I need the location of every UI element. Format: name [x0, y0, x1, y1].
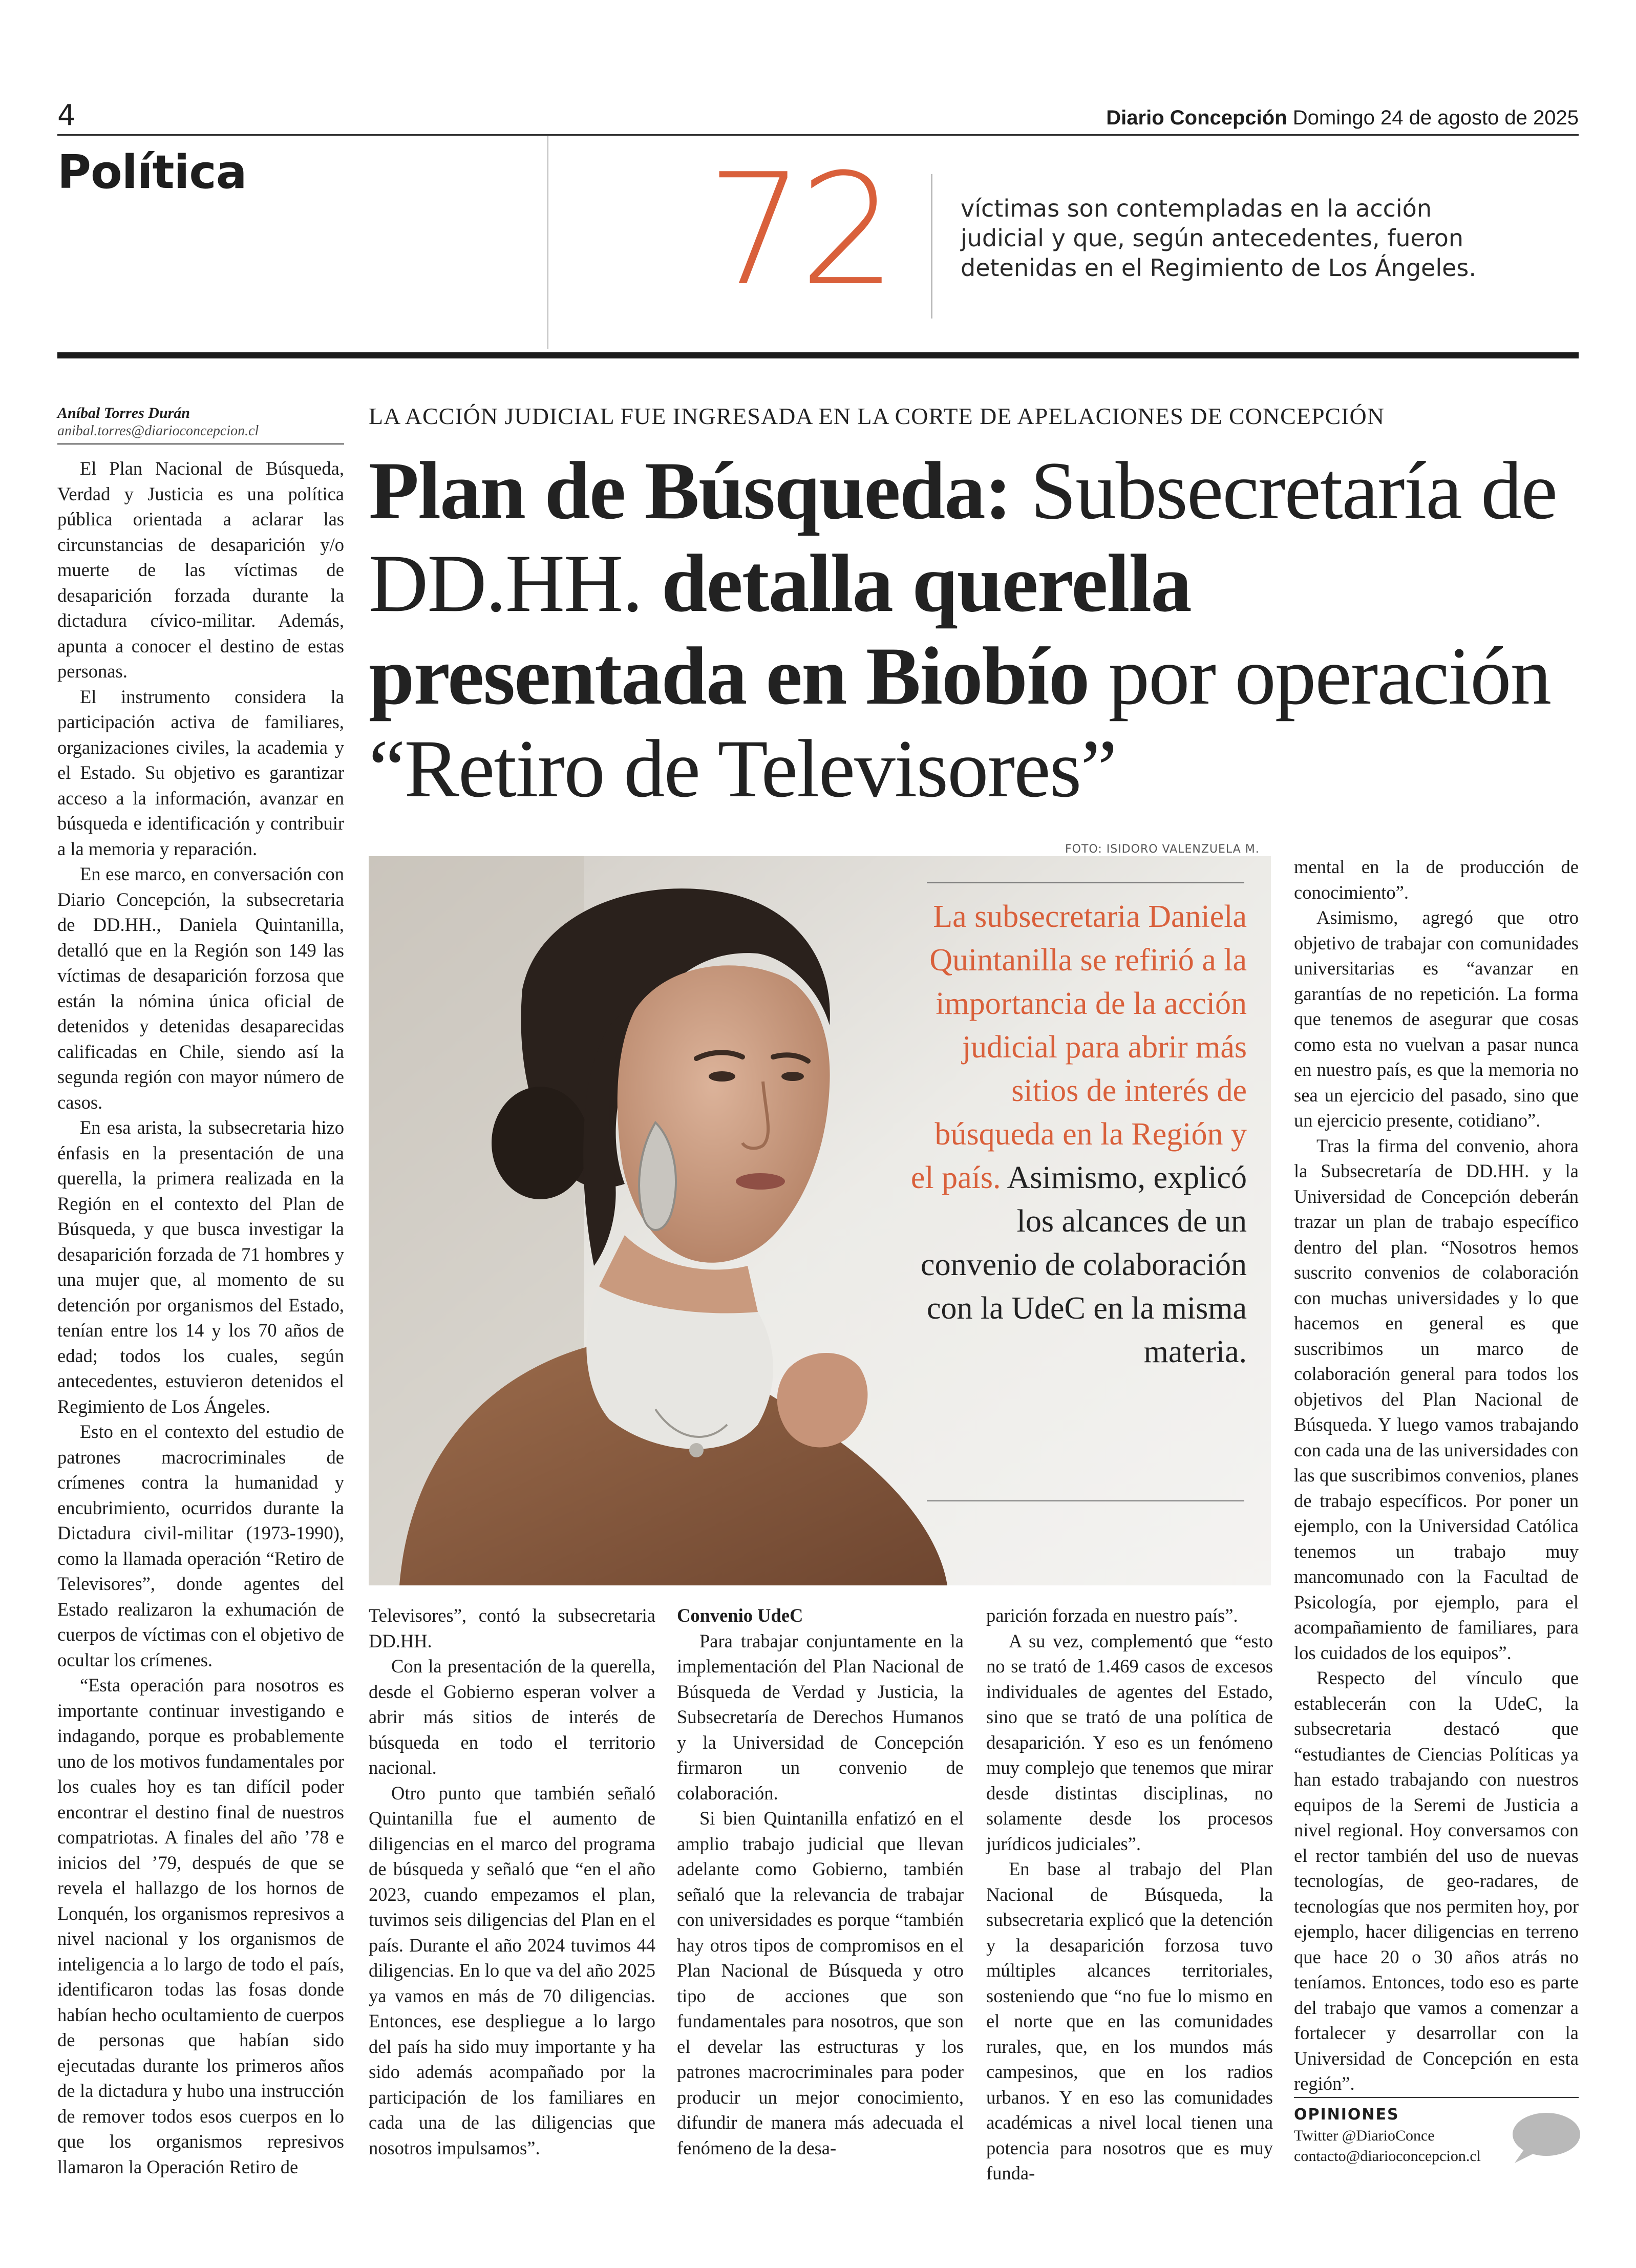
author-email[interactable]: anibal.torres@diarioconcepcion.cl — [57, 423, 259, 439]
headline-part-3: detalla querella presentada en Biobío — [369, 538, 1191, 722]
header-rule — [57, 134, 1579, 136]
headline — [369, 444, 1587, 815]
paragraph: Para trabajar conjuntamente en la implementación del Plan Nacional de Búsqueda de Verdad y Justicia, la Subsecretaría de Derechos Humanos y la Universidad de Concepción firmaron un convenio de colaboración. — [677, 1630, 964, 1804]
paragraph: Esto en el contexto del estudio de patrones macrocriminales de crímenes contra la humanidad y encubrimiento, ocurridos durante la Dictadura civil-militar (1973-1990), como la llamada operación “Retiro de Televisores”, donde agentes del Estado realizaron la exhumación de cuerpos de víctimas con el objetivo de ocultar los crímenes. — [57, 1421, 344, 1670]
article-column-1 — [57, 456, 344, 2179]
paragraph: A su vez, complementó que “esto no se trató de 1.469 casos de excesos individuales de agentes del Estado, sino que se trató de una política de desaparición. Y eso es un fenómeno muy complejo que tenemos que mirar desde distintas disciplinas, no solamente desde los procesos jurídicos judiciales”. — [986, 1630, 1273, 1854]
stat-caption: víctimas son contempladas en la acción judicial y que, según antecedentes, fueron detenidas en el Regimiento de Los Ángeles. — [961, 195, 1477, 282]
paragraph: Con la presentación de la querella, desde el Gobierno esperan volver a abrir más sitios de interés de búsqueda en todo el territorio nacional. — [369, 1656, 655, 1778]
paragraph: Asimismo, agregó que otro objetivo de trabajar con comunidades universitarias es “avanzar en garantías de no repetición. La forma que tenemos de asegurar que cosas como esta no vuelvan a pasar nunca en nuestro país, es que la memoria no sea un ejercicio del pasado, sino que un ejercicio presente, cotidiano”. — [1294, 907, 1579, 1131]
paragraph: mental en la de producción de conocimiento”. — [1294, 856, 1579, 903]
paragraph: “Esta operación para nosotros es importante continuar investigando e indagando, porque es probablemente uno de los motivos fundamentales por los cuales hoy es tan difícil poder encontrar el destino final de nuestros compatriotas. A finales del año ’78 e inicios del ’79, después de que se revela el hallazgo de los hornos de Lonquén, los organismos represivos a nivel nacional y los organismos de inteligencia a lo largo de todo el país, identificaron todas las fosas donde habían hecho ocultamiento de cuerpos de personas que habían sido ejecutadas durante los primeros años de la dictadura y hubo una instrucción de remover todos esos cuerpos en lo que los organismos represivos llamaron la Operación Retiro de — [57, 1674, 344, 2177]
paragraph: En esa arista, la subsecretaria hizo énfasis en la presentación de una querella, la primera realizada en la Región en el contexto del Plan de Búsqueda, y que busca investigar la desaparición forzada de 71 hombres y una mujer que, al momento de su detención por organismos del Estado, tenían entre los 14 y los 70 años de edad; todos los cuales, según antecedentes, estuvieron detenidos el Regimiento de Los Ángeles. — [57, 1117, 344, 1417]
headline-part-2: Subsecretaría de DD.HH. — [369, 445, 1557, 629]
paragraph: El Plan Nacional de Búsqueda, Verdad y Justicia es una política pública orientada a aclarar las circunstancias de desaparición y/o muerte de las víctimas de desaparición forzada durante la dictadura cívico-militar. Además, apunta a conocer el destino de estas personas. — [57, 458, 344, 682]
article-column-5 — [1294, 854, 1579, 2096]
page-number: 4 — [57, 99, 76, 132]
article-column-4 — [986, 1603, 1273, 2186]
paragraph: parición forzada en nuestro país”. — [986, 1605, 1238, 1626]
paragraph: Otro punto que también señaló Quintanilla fue el aumento de diligencias en el marco del programa de búsqueda y señaló que “en el año 2023, cuando empezamos el plan, tuvimos seis diligencias del Plan en el país. Durante el año 2024 tuvimos 44 diligencias. En lo que va del año 2025 ya vamos en más de 70 diligencias. Entonces, ese despliegue a lo largo del país ha sido muy importante y ha sido además acompañado por la participación de los familiares en cada una de las diligencias que nosotros impulsamos”. — [369, 1782, 655, 2158]
headline-part-1: Plan de Búsqueda: — [369, 445, 1011, 536]
header-divider — [547, 136, 548, 349]
subheading: Convenio UdeC — [677, 1605, 803, 1626]
author-name: Aníbal Torres Durán — [57, 405, 190, 421]
speech-bubble-icon — [1505, 2110, 1582, 2166]
opiniones-title: OPINIONES — [1294, 2106, 1399, 2124]
article-column-2 — [369, 1603, 655, 2160]
paragraph: Tras la firma del convenio, ahora la Subsecretaría de DD.HH. y la Universidad de Concepción deberán trazar un plan de trabajo específico dentro del plan. “Nosotros hemos suscrito convenios de colaboración con muchas universidades y lo que hacemos en general es que suscribimos un marco de colaboración general para todos los objetivos del Plan Nacional de Búsqueda. Y luego vamos trabajando con cada una de las universidades con las que suscribimos convenios, planes de trabajo específicos. Por poner un ejemplo, con la Universidad Católica tenemos un trabajo muy mancomunado con la Facultad de Psicología, por ejemplo, para el acompañamiento de familiares, para los cuidados de los equipos”. — [1294, 1135, 1579, 1663]
paragraph: Si bien Quintanilla enfatizó en el amplio trabajo judicial que llevan adelante como Gobierno, también señaló que la relevancia de trabajar con universidades es porque “también hay otros tipos de compromisos en el Plan Nacional de Búsqueda y otro tipo de acciones que son fundamentales para nosotros, que son el develar las estructuras y los patrones macrocriminales para poder producir un mejor conocimiento, difundir de manera más adecuada el fenómeno de la desa- — [677, 1808, 964, 2158]
paragraph: En ese marco, en conversación con Diario Concepción, la subsecretaria de DD.HH., Daniela Quintanilla, detalló que en la Región son 149 las víctimas de desaparición forzosa que están la nómina única oficial de detenidos y detenidas desaparecidas calificadas en Chile, siendo así la segunda región con mayor número de casos. — [57, 863, 344, 1113]
section-title: Política — [57, 145, 247, 199]
paragraph: Respecto del vínculo que establecerán con la UdeC, la subsecretaria destacó que “estudiantes de Ciencias Políticas ya han estado trabajando con nuestros equipos de la Seremi de Justicia a nivel regional. Hoy conversamos con el rector también del uso de nuevas tecnologías, de geo-radares, de tecnologías que nos permiten hoy, por ejemplo, hacer diligencias en terreno que hace 20 o 30 años atrás no teníamos. Entonces, todo eso es parte del trabajo que vamos a comenzar a fortalecer y desarrollar con la Universidad de Concepción en esta región”. — [1294, 1667, 1579, 2094]
pullquote — [909, 895, 1247, 1374]
pullquote-highlight: La subsecretaria Daniela Quintanilla se refirió a la importancia de la acción judicial para abrir más sitios de interés de búsqueda en la Región y el país. — [910, 899, 1247, 1195]
kicker: LA ACCIÓN JUDICIAL FUE INGRESADA EN LA CORTE DE APELACIONES DE CONCEPCIÓN — [369, 403, 1385, 429]
opiniones-email[interactable]: contacto@diarioconcepcion.cl — [1294, 2148, 1481, 2165]
issue-date: Domingo 24 de agosto de 2025 — [1292, 107, 1579, 129]
byline-rule — [57, 443, 344, 444]
stat-divider — [931, 174, 932, 319]
opiniones-twitter[interactable]: Twitter @DiarioConce — [1294, 2127, 1435, 2144]
article-column-3 — [677, 1603, 964, 2160]
photo-credit: FOTO: ISIDORO VALENZUELA M. — [1065, 843, 1260, 856]
stat-number: 72 — [707, 141, 892, 320]
pullquote-text: Asimismo, explicó los alcances de un convenio de colaboración con la UdeC en la misma materia. — [921, 1160, 1247, 1369]
paragraph: Televisores”, contó la subsecretaria DD.HH. — [369, 1605, 655, 1651]
masthead — [1106, 107, 1579, 130]
pullquote-rule-bottom — [927, 1500, 1244, 1501]
paragraph: En base al trabajo del Plan Nacional de Búsqueda, la subsecretaria explicó que la detención y la desaparición forzosa tuvo múltiples alcances territoriales, sosteniendo que “no fue lo mismo en el norte que en las comunidades rurales, que, en los mundos más campesinos, que en los radios urbanos. Y en eso las comunidades académicas a nivel local tienen una potencia para nosotros que es muy funda- — [986, 1858, 1273, 2184]
header-thick-rule — [57, 352, 1579, 358]
newspaper-name: Diario Concepción — [1106, 107, 1287, 129]
opiniones-rule — [1294, 2097, 1579, 2098]
paragraph: El instrumento considera la participación activa de familiares, organizaciones civiles, la academia y el Estado. Su objetivo es garantizar acceso a la información, avanzar en búsqueda e identificación y contribuir a la memoria y reparación. — [57, 686, 344, 859]
pullquote-rule-top — [927, 882, 1244, 883]
headline-part-4: por operación “Retiro de Televisores” — [369, 630, 1551, 814]
